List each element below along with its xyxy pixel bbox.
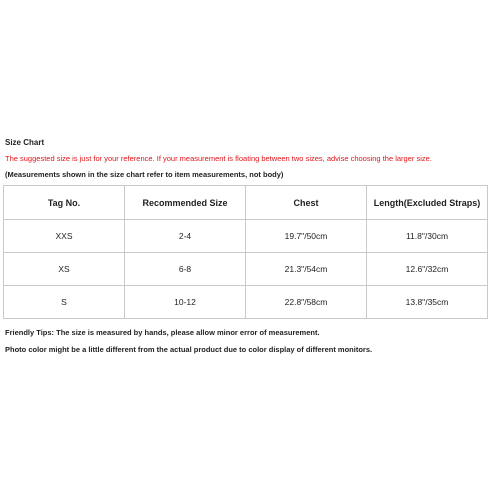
cell-chest: 19.7"/50cm (246, 220, 367, 253)
page-title: Size Chart (5, 138, 45, 147)
table-row (4, 253, 488, 286)
size-suggestion-notice: The suggested size is just for your reference. If your measurement is floating between two sizes, advise choosing the larger size. (5, 154, 432, 163)
cell-tag-no: S (4, 286, 125, 319)
cell-chest: 21.3"/54cm (246, 253, 367, 286)
cell-length: 13.8"/35cm (367, 286, 488, 319)
cell-tag-no: XXS (4, 220, 125, 253)
header-chest: Chest (246, 186, 367, 220)
table-row (4, 286, 488, 319)
cell-tag-no: XS (4, 253, 125, 286)
table-row (4, 220, 488, 253)
cell-recommended-size: 6-8 (125, 253, 246, 286)
measurement-note: (Measurements shown in the size chart refer to item measurements, not body) (5, 170, 284, 179)
cell-recommended-size: 2-4 (125, 220, 246, 253)
header-length: Length(Excluded Straps) (367, 186, 488, 220)
table-header-row (4, 186, 488, 220)
friendly-tip: Friendly Tips: The size is measured by hands, please allow minor error of measurement. (5, 328, 320, 337)
cell-length: 12.6"/32cm (367, 253, 488, 286)
header-tag-no: Tag No. (4, 186, 125, 220)
size-table (3, 185, 488, 319)
header-recommended-size: Recommended Size (125, 186, 246, 220)
cell-recommended-size: 10-12 (125, 286, 246, 319)
photo-color-tip: Photo color might be a little different from the actual product due to color display of different monitors. (5, 345, 373, 354)
cell-chest: 22.8"/58cm (246, 286, 367, 319)
cell-length: 11.8"/30cm (367, 220, 488, 253)
